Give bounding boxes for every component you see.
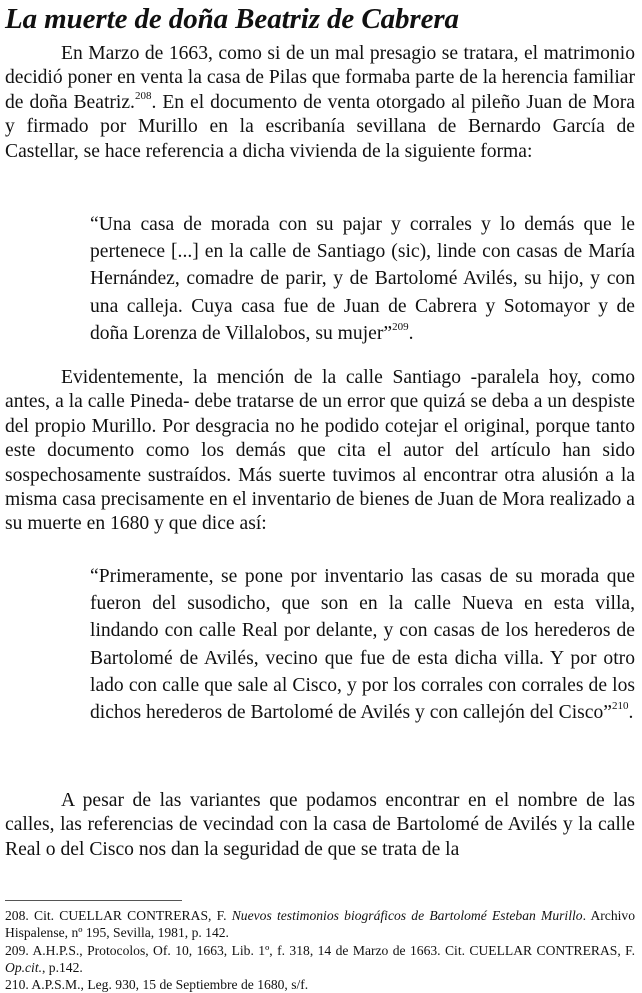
quote-1-end: . [408, 322, 414, 344]
footnote-210: 210. A.P.S.M., Leg. 930, 15 de Septiembre de 1680, s/f. [5, 977, 309, 993]
paragraph-3-text: A pesar de las variantes que podamos encontrar en el nombre de las calles, las referencias de vecindad con la casa de Bartolomé de Avilés y la calle Real o del Cisco nos dan la seguridad de que se trata de la [5, 790, 635, 860]
paragraph-3 [5, 789, 635, 862]
footnote-divider [5, 900, 182, 901]
footnotes [5, 907, 635, 993]
footnote-208-text-a: 208. Cit. CUELLAR CONTRERAS, F. [5, 908, 232, 923]
quote-1 [90, 211, 635, 347]
footnote-209-text-b: , p.142. [42, 959, 83, 975]
quote-2-end: . [628, 702, 634, 724]
paragraph-1-text-b: . En el documento de venta otorgado al pileño Juan de Mora y firmado por Murillo en la escribanía sevillana de Bernardo García de Castellar, se hace referencia a dicha vivienda de la siguiente forma: [5, 91, 635, 162]
footnote-209-opcit: Op.cit. [5, 959, 42, 975]
footnote-209-text-a: 209. A.H.P.S., Protocolos, Of. 10, 1663, Lib. 1º, f. 318, 14 de Marzo de 1663. Cit. CUELLAR CONTRERAS, F. [5, 942, 635, 958]
footnote-208 [5, 907, 635, 942]
quote-2-text: “Primeramente, se pone por inventario las casas de su morada que fueron del susodicho, que son en la calle Nueva en esta villa, lindando con calle Real por delante, y con casas de los herederos de Bartolomé de Avilés, vecino que fue de esta dicha villa. Y por otro lado con calle que sale al Cisco, y por los corrales con corrales de los dichos herederos de Bartolomé de Avilés y con callejón del Cisco” [90, 566, 635, 724]
paragraph-2 [5, 366, 635, 537]
paragraph-1-text-a: En Marzo de 1663, como si de un mal presagio se tratara, el matrimonio decidió poner en venta la casa de Pilas que formaba parte de la herencia familiar de doña Beatriz. [5, 43, 635, 113]
footnote-ref-210[interactable]: 210 [611, 700, 629, 713]
quote-2 [90, 563, 635, 726]
paragraph-2-text: Evidentemente, la mención de la calle Santiago -paralela hoy, como antes, a la calle Pineda- debe tratarse de un error que quizá se deba a un despiste del propio Murillo. Por desgracia no he podido cotejar el original, porque tanto este documento como los demás que cita el autor del artículo han sido sospechosamente sustraídos. Más suerte tuvimos al encontrar otra alusión a la misma casa precisamente en el inventario de bienes de Juan de Mora realizado a su muerte en 1680 y que dice así: [5, 367, 635, 535]
footnote-208-title: Nuevos testimonios biográficos de Bartolomé Esteban Murillo [231, 908, 583, 923]
footnote-ref-209[interactable]: 209 [392, 321, 409, 334]
paragraph-1 [5, 42, 635, 164]
section-heading: La muerte de doña Beatriz de Cabrera [5, 3, 459, 35]
footnote-ref-208[interactable]: 208 [134, 90, 152, 103]
footnote-209 [5, 942, 635, 977]
footnote-208-text-b: . Archivo Hispalense, nº 195, Sevilla, 1981, p. 142. [5, 908, 635, 941]
quote-1-text: “Una casa de morada con su pajar y corrales y lo demás que le pertenece [...] en la calle de Santiago (sic), linde con casas de María Hernández, comadre de parir, y de Bartolomé Avilés, su hijo, y con una calleja. Cuya casa fue de Juan de Cabrera y Sotomayor y de doña Lorenza de Villalobos, su mujer” [90, 214, 635, 344]
